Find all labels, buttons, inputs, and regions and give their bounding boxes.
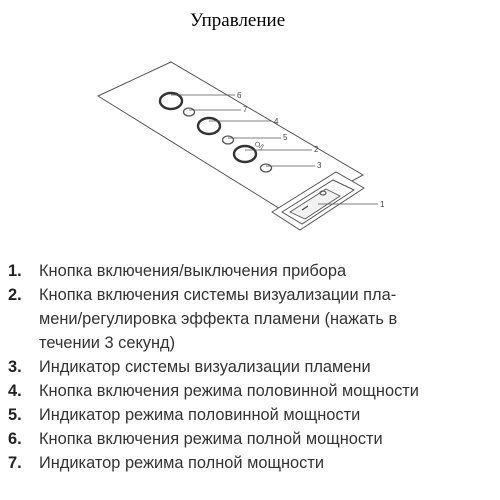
legend-number: 4.	[8, 382, 22, 400]
legend-item	[8, 427, 498, 451]
legend-item	[8, 451, 498, 475]
legend-text: Кнопка включения системы визуализации пла- мени/регулировка эффекта пламени (нажать в течении 3 секунд)	[39, 286, 398, 352]
legend-text: Индикатор режима половинной мощности	[39, 406, 361, 424]
legend-number: 5.	[8, 406, 22, 424]
control-panel-diagram	[0, 50, 500, 250]
legend-number: 7.	[8, 454, 22, 472]
legend-text: Индикатор системы визуализации пламени	[39, 358, 371, 376]
legend-item	[8, 355, 498, 379]
legend-number: 2.	[8, 286, 22, 304]
legend-item	[8, 403, 498, 427]
legend-text: Индикатор режима полной мощности	[39, 454, 325, 472]
legend-number: 1.	[8, 262, 22, 280]
callout-1: 1	[380, 200, 385, 209]
legend-item	[8, 283, 498, 355]
legend-item	[8, 379, 498, 403]
page-title: Управление	[189, 10, 286, 31]
callout-6: 6	[237, 91, 242, 100]
legend-item	[8, 259, 498, 283]
callout-7: 7	[243, 105, 248, 114]
legend-text: Кнопка включения/выключения прибора	[39, 262, 347, 280]
callout-3: 3	[317, 161, 322, 170]
legend-text: Кнопка включения режима половинной мощности	[39, 382, 419, 400]
legend-number: 3.	[8, 358, 22, 376]
legend-text: Кнопка включения режима полной мощности	[39, 430, 383, 448]
legend-number: 6.	[8, 430, 22, 448]
panel-marking: O/|	[253, 140, 265, 152]
callout-5: 5	[283, 133, 288, 142]
controls-legend	[8, 259, 498, 475]
callout-2: 2	[314, 145, 319, 154]
callout-4: 4	[274, 117, 279, 126]
